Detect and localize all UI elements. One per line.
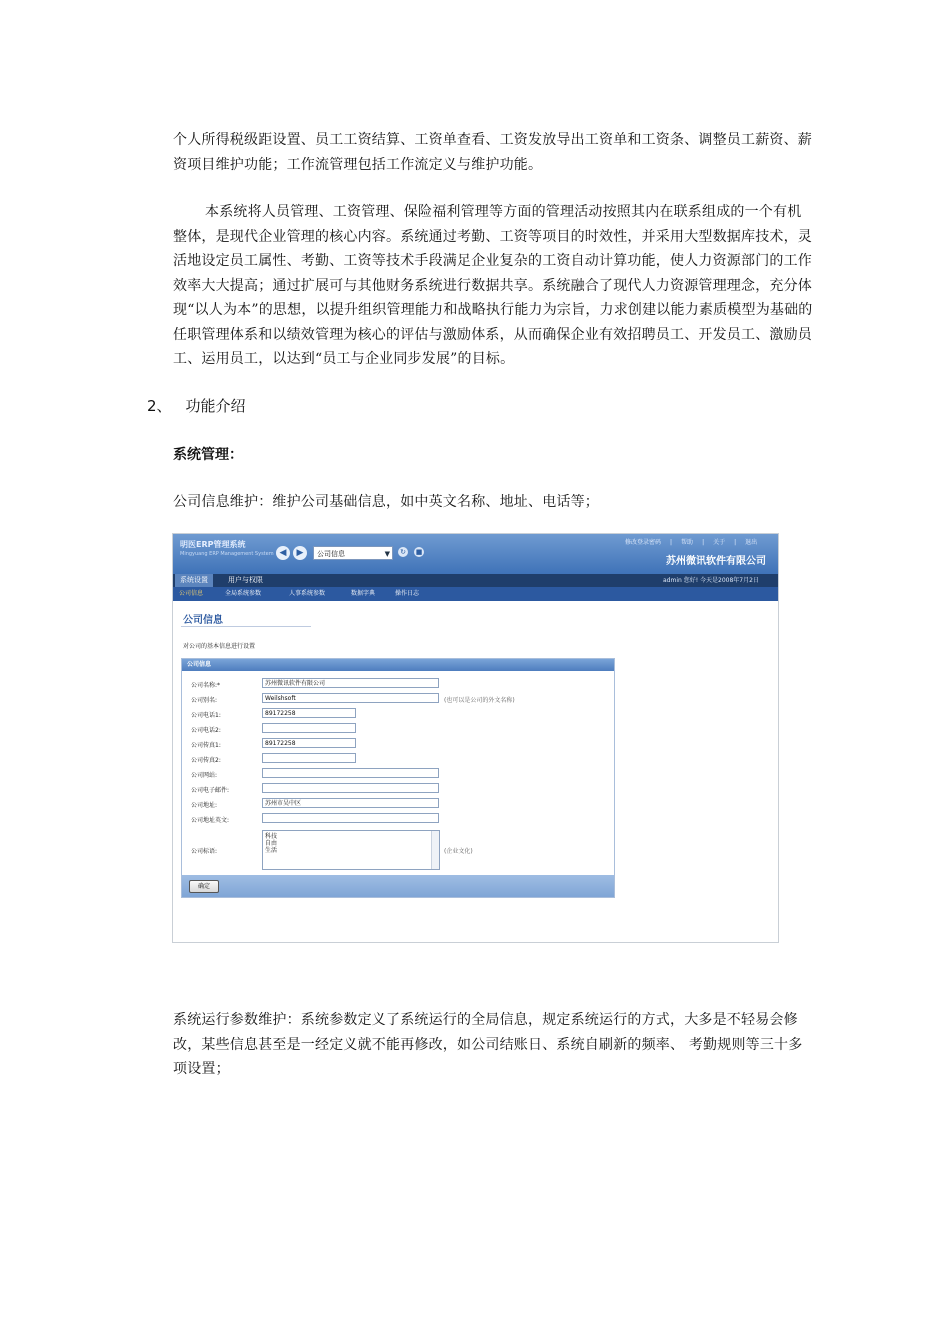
paragraph-1: 个人所得税级距设置、员工工资结算、工资单查看、工资发放导出工资单和工资条、调整员工薪资、薪资项目维护功能；工作流管理包括工作流定义与维护功能。 [173, 132, 812, 173]
subnav-operation-log[interactable]: 操作日志 [395, 590, 420, 597]
fax1-field[interactable]: 89172258 [262, 738, 356, 748]
paragraph-4: 系统运行参数维护：系统参数定义了系统运行的全局信息，规定系统运行的方式，大多是不轻易会修改，某些信息甚至是一经定义就不能再修改，如公司结账日、系统自刷新的频率、 考勤规则等三十多项设置； [173, 1012, 803, 1077]
company-info-panel [181, 658, 615, 898]
embedded-screenshot [172, 533, 779, 943]
user-greeting: admin 您好! 今天是2008年7月2日 [663, 577, 759, 584]
app-logo: 明医ERP管理系统 [180, 540, 246, 549]
change-password-link[interactable]: 修改登录密码 [625, 539, 662, 546]
stop-icon[interactable]: ■ [415, 548, 423, 556]
slogan-line: 生活 [265, 847, 278, 854]
field-label: 公司传真1: [191, 742, 221, 749]
field-label: 公司传真2: [191, 757, 221, 764]
paragraph-2: 本系统将人员管理、工资管理、保险福利管理等方面的管理活动按照其内在联系组成的一个有机整体，是现代企业管理的核心内容。系统通过考勤、工资等项目的时效性，并采用大型数据库技术，灵活地设定员工属性、考勤、工资等技术手段满足企业复杂的工资自动计算功能，使人力资源部门的工作效率大大提高；通过扩展可与其他财务系统进行数据共享。系统融合了现代人力资源管理理念，充分体现“以人为本”的思想，以提升组织管理能力和战略执行能力为宗旨，力求创建以能力素质模型为基础的任职管理体系和以绩效管理为核心的评估与激励体系，从而确保企业有效招聘员工、开发员工、激励员工、运用员工，以达到“员工与企业同步发展”的目标。 [173, 204, 813, 367]
panel-title: 公司信息 [182, 659, 614, 671]
field-label: 公司电话1: [191, 712, 221, 719]
section-title: 功能介绍 [185, 397, 246, 415]
address-field[interactable]: 苏州市吴中区 [262, 798, 439, 808]
tab-users-permissions[interactable]: 用户与权限 [228, 576, 263, 584]
separator: | [670, 539, 673, 546]
about-link[interactable]: 关于 [713, 539, 726, 546]
top-links [625, 537, 766, 546]
logout-link[interactable]: 退出 [745, 539, 758, 546]
fax2-field[interactable] [262, 753, 356, 763]
sub-navigation [173, 587, 778, 601]
panel-footer [182, 875, 614, 897]
address-english-field[interactable] [262, 813, 439, 823]
field-label: 公司网站: [191, 772, 218, 779]
subnav-data-dictionary[interactable]: 数据字典 [351, 590, 376, 597]
subnav-global-params[interactable]: 全局系统参数 [225, 590, 262, 597]
field-label: 公司别名: [191, 697, 218, 704]
app-header [173, 534, 778, 574]
subnav-company-info[interactable]: 公司信息 [179, 590, 204, 597]
slogan-line: 科技 [265, 833, 278, 840]
field-label: 公司标语: [191, 848, 218, 855]
slogan-textarea[interactable] [262, 830, 440, 870]
page-title: 公司信息 [183, 615, 223, 626]
separator: | [702, 539, 705, 546]
separator: | [734, 539, 737, 546]
title-divider [181, 626, 311, 627]
field-label: 公司地址: [191, 802, 218, 809]
alias-hint: (也可以是公司的外文名称) [444, 697, 515, 704]
field-label: 公司名称:* [191, 682, 221, 689]
section-heading [147, 395, 260, 416]
field-label: 公司电子邮件: [191, 787, 230, 794]
field-label: 公司地址英文: [191, 817, 230, 824]
phone1-field[interactable]: 89172258 [262, 708, 356, 718]
company-alias-field[interactable]: Weilshsoft [262, 693, 439, 703]
paragraph-3: 公司信息维护：维护公司基础信息，如中英文名称、地址、电话等； [173, 494, 599, 510]
back-arrow-icon[interactable]: ◀ [276, 546, 290, 560]
tab-system-settings[interactable]: 系统设置 [175, 574, 213, 587]
company-banner: 苏州微讯软件有限公司 [666, 556, 766, 567]
subnav-hr-params[interactable]: 人事系统参数 [289, 590, 326, 597]
section-number: 2、 [147, 397, 172, 415]
module-select[interactable] [313, 546, 393, 560]
field-label: 公司电话2: [191, 727, 221, 734]
refresh-icon[interactable]: ↻ [398, 547, 408, 557]
app-logo-english: Mingyuang ERP Management System [180, 551, 274, 557]
slogan-line: 自由 [265, 840, 278, 847]
form-body [182, 671, 614, 875]
confirm-button[interactable]: 确定 [189, 880, 219, 893]
forward-arrow-icon[interactable]: ▶ [293, 546, 307, 560]
phone2-field[interactable] [262, 723, 356, 733]
slogan-hint: (企业文化) [444, 848, 473, 855]
page-description: 对公司的基本信息进行设置 [183, 643, 256, 650]
email-field[interactable] [262, 783, 439, 793]
subsection-heading: 系统管理： [173, 447, 243, 463]
website-field[interactable] [262, 768, 439, 778]
main-tabs [173, 574, 778, 587]
chevron-down-icon: ▼ [384, 550, 390, 558]
textarea-scrollbar[interactable] [431, 831, 439, 869]
company-name-field[interactable]: 苏州微讯软件有限公司 [262, 678, 439, 688]
help-link[interactable]: 帮助 [681, 539, 694, 546]
module-select-value: 公司信息 [317, 550, 345, 558]
